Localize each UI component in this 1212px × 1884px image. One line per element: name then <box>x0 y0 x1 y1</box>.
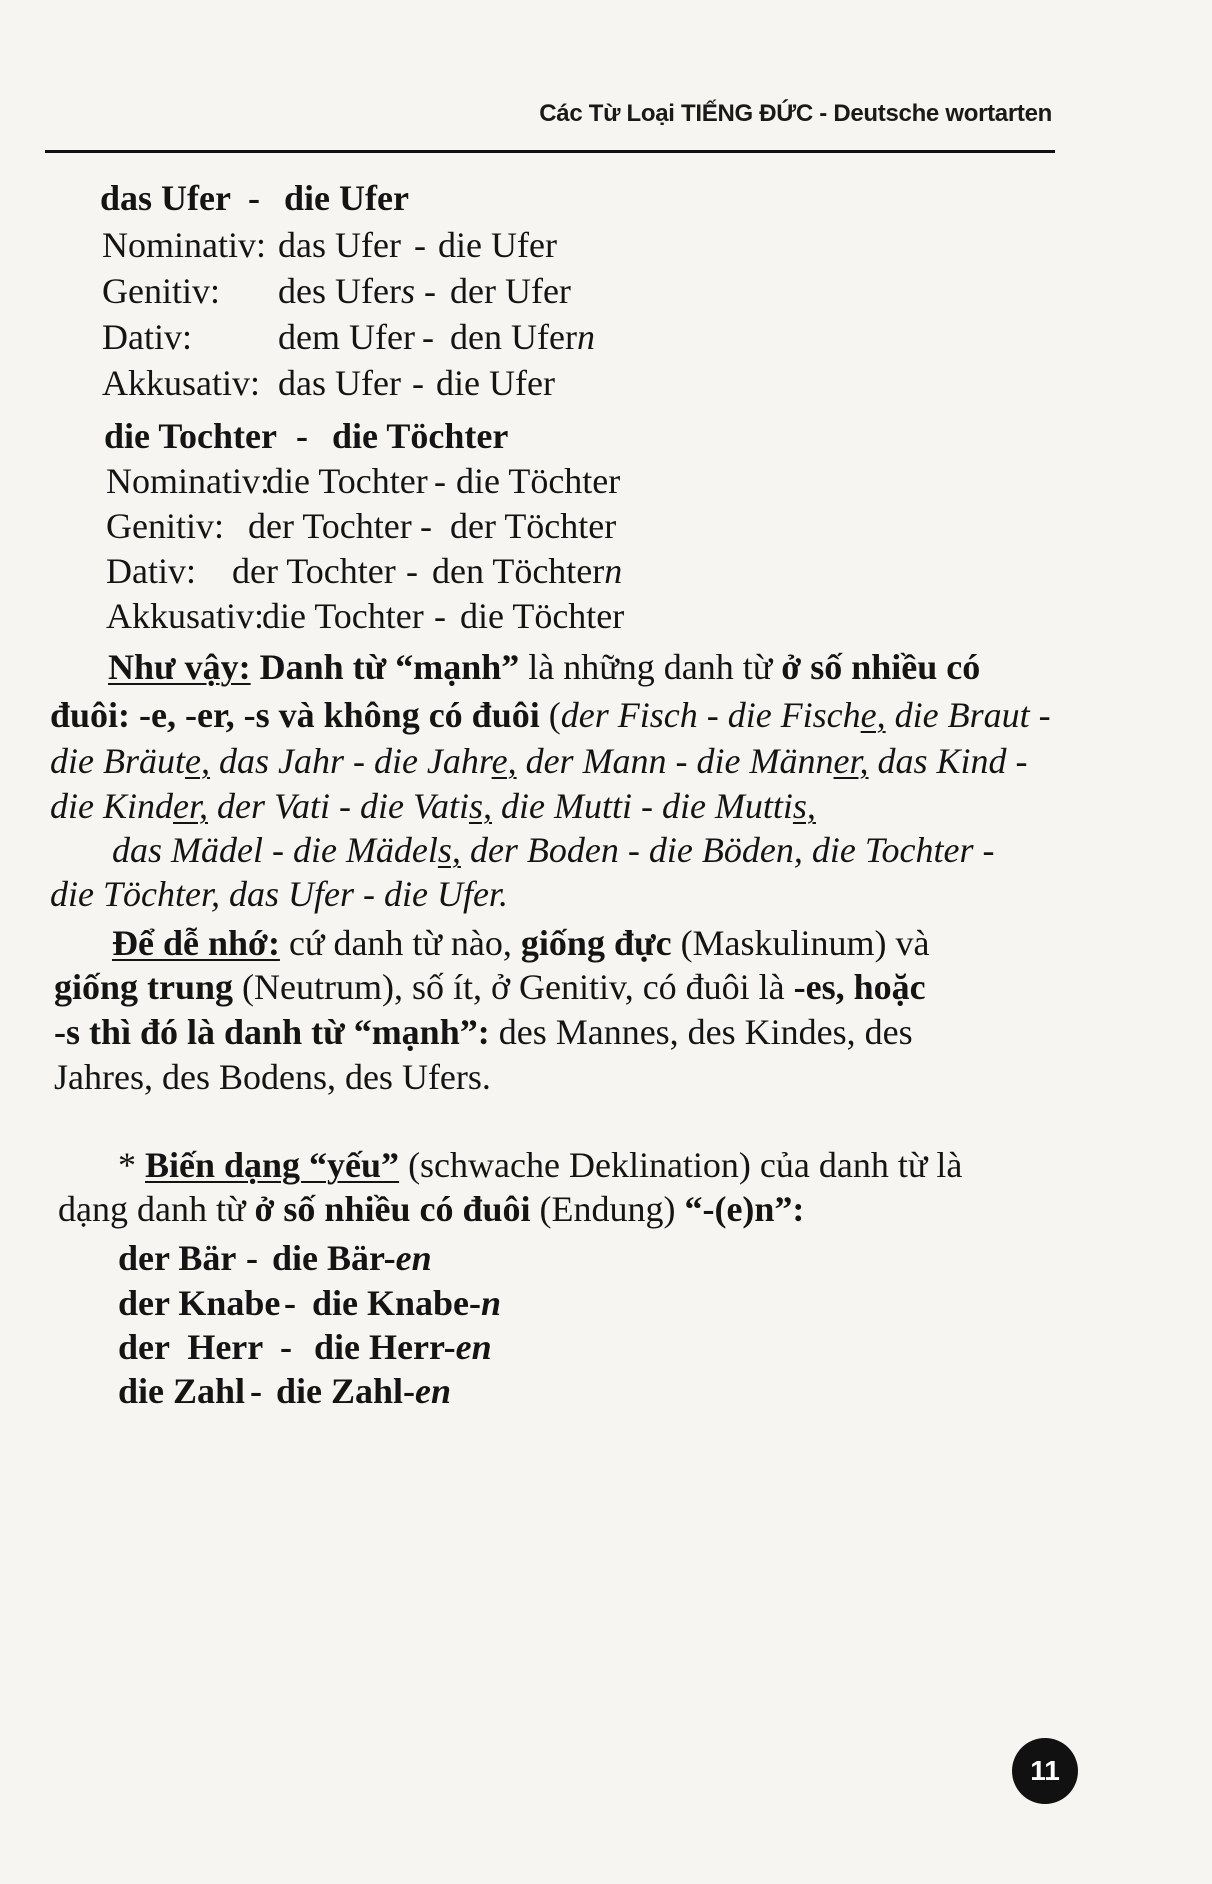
example-6: der Vati - die Vatis, <box>217 786 492 826</box>
de-nho-line-2: giống trung (Neutrum), số ít, ở Genitiv, có đuôi là -es, hoặc <box>54 967 926 1007</box>
tochter-case-dativ: Dativ: <box>106 551 196 591</box>
ufer-title-dash: - <box>248 178 260 218</box>
asterisk: * <box>118 1145 136 1185</box>
ufer-nom-dash: - <box>414 225 426 265</box>
ufer-case-genitiv: Genitiv: <box>102 271 220 311</box>
bien-dang-label: Biến dạng “yếu” <box>145 1145 400 1185</box>
weak-example-pl: die Knabe-n <box>312 1283 502 1323</box>
nhu-vay-line-1 <box>108 649 980 685</box>
ufer-case-nominativ: Nominativ: <box>102 225 266 265</box>
tochter-gen-dash: - <box>420 506 432 546</box>
tochter-akk-sg: die Tochter <box>262 596 424 636</box>
page-number-badge: 11 <box>1012 1738 1078 1804</box>
tochter-case-nominativ: Nominativ: <box>106 461 270 501</box>
tochter-gen-pl: der Töchter <box>450 506 617 546</box>
example-7: die Mutti - die Muttis, <box>500 786 816 826</box>
weak-example-pl: die Bär-en <box>272 1238 432 1278</box>
nhu-vay-bold-2b: đuôi: -e, -er, -s và không có đuôi <box>50 695 540 735</box>
ufer-gen-dash: - <box>424 271 436 311</box>
tochter-akk-dash: - <box>434 596 446 636</box>
ufer-case-akkusativ: Akkusativ: <box>102 363 260 403</box>
tochter-dat-pl-suffix: n <box>604 551 623 591</box>
nhu-vay-label: Như vậy: <box>108 647 251 687</box>
de-nho-label: Để dễ nhớ: <box>112 923 280 963</box>
ufer-akk-dash: - <box>412 363 424 403</box>
de-nho-line-4: Jahres, des Bodens, des Ufers. <box>54 1057 491 1097</box>
de-nho-line-1: Để dễ nhớ: cứ danh từ nào, giống đực (Maskulinum) và <box>112 923 930 963</box>
tochter-title-singular: die Tochter <box>104 416 278 456</box>
weak-example-sg: die Zahl <box>118 1371 246 1411</box>
weak-example-pl: die Zahl-en <box>276 1371 452 1411</box>
ufer-dat-pl-suffix: n <box>576 317 595 357</box>
weak-example-dash: - <box>284 1283 296 1323</box>
example-3: das Jahr - die Jahre, <box>218 741 517 781</box>
tochter-dat-pl: den Töchtern <box>432 551 623 591</box>
nhu-vay-line-2 <box>50 697 1051 733</box>
tochter-dat-dash: - <box>406 551 418 591</box>
bien-dang-line-2: dạng danh từ ở số nhiều có đuôi (Endung) “-(e)n”: <box>58 1189 805 1229</box>
tochter-akk-pl: die Töchter <box>460 596 625 636</box>
example-4: der Mann - die Männer, <box>525 741 869 781</box>
ufer-nom-sg: das Ufer <box>278 225 401 265</box>
example-1: der Fisch - die Fische, <box>560 695 886 735</box>
nhu-vay-line-5 <box>112 832 995 868</box>
ufer-gen-sg-suffix: s <box>400 271 415 311</box>
de-nho-line-3: -s thì đó là danh từ “mạnh”: des Mannes, des Kindes, des <box>54 1012 913 1052</box>
tochter-case-akkusativ: Akkusativ: <box>106 596 264 636</box>
nhu-vay-bold-2a: ở số nhiều có <box>781 647 981 687</box>
bien-dang-line-1: * Biến dạng “yếu” (schwache Deklination) của danh từ là <box>118 1145 963 1185</box>
example-2-part: die Braut - <box>894 695 1051 735</box>
ufer-akk-sg: das Ufer <box>278 363 401 403</box>
nhu-vay-bold: Danh từ “mạnh” <box>259 647 520 687</box>
tochter-gen-sg: der Tochter <box>248 506 412 546</box>
weak-example-sg: der Herr <box>118 1327 264 1367</box>
tochter-dat-sg: der Tochter <box>232 551 396 591</box>
nhu-vay-line-6: die Töchter, das Ufer - die Ufer. <box>50 874 508 914</box>
example-9: der Boden - die Böden, die Tochter - <box>469 830 995 870</box>
nhu-vay-line-3: die Bräute, das Jahr - die Jahre, der Mann - die Männer, das Kind - <box>50 741 1028 781</box>
weak-example-dash: - <box>246 1238 258 1278</box>
ufer-gen-pl: der Ufer <box>450 271 571 311</box>
weak-example-sg: der Knabe <box>118 1283 281 1323</box>
ufer-title-singular: das Ufer <box>100 178 231 218</box>
tochter-title-plural: die Töchter <box>332 416 509 456</box>
ufer-dat-pl: den Ufern <box>450 317 595 357</box>
example-5-part: das Kind - <box>877 741 1028 781</box>
header-rule <box>45 150 1055 153</box>
weak-example-dash: - <box>250 1371 262 1411</box>
nhu-vay-line-4: die Kinder, der Vati - die Vatis, die Mutti - die Muttis, <box>50 786 816 826</box>
ufer-akk-pl: die Ufer <box>436 363 555 403</box>
open-paren: ( <box>548 695 561 735</box>
ufer-nom-pl: die Ufer <box>438 225 557 265</box>
tochter-title-dash: - <box>296 416 308 456</box>
weak-example-sg: der Bär <box>118 1238 237 1278</box>
ufer-gen-sg: des Ufers <box>278 271 415 311</box>
tochter-case-genitiv: Genitiv: <box>106 506 224 546</box>
tochter-nom-pl: die Töchter <box>456 461 621 501</box>
example-2-rest: die Bräut <box>50 741 185 781</box>
example-8: das Mädel - die Mädels, <box>112 830 461 870</box>
weak-example-pl: die Herr-en <box>314 1327 492 1367</box>
ufer-case-dativ: Dativ: <box>102 317 192 357</box>
example-5-rest: die Kind <box>50 786 173 826</box>
weak-example-dash: - <box>280 1327 292 1367</box>
tochter-nom-sg: die Tochter <box>266 461 428 501</box>
tochter-nom-dash: - <box>434 461 446 501</box>
ufer-dat-dash: - <box>422 317 434 357</box>
running-header: Các Từ Loại TIẾNG ĐỨC - Deutsche wortarten <box>539 100 1052 127</box>
ufer-dat-sg: dem Ufer <box>278 317 415 357</box>
nhu-vay-text: là những danh từ <box>528 647 773 687</box>
ufer-title-plural: die Ufer <box>284 178 409 218</box>
